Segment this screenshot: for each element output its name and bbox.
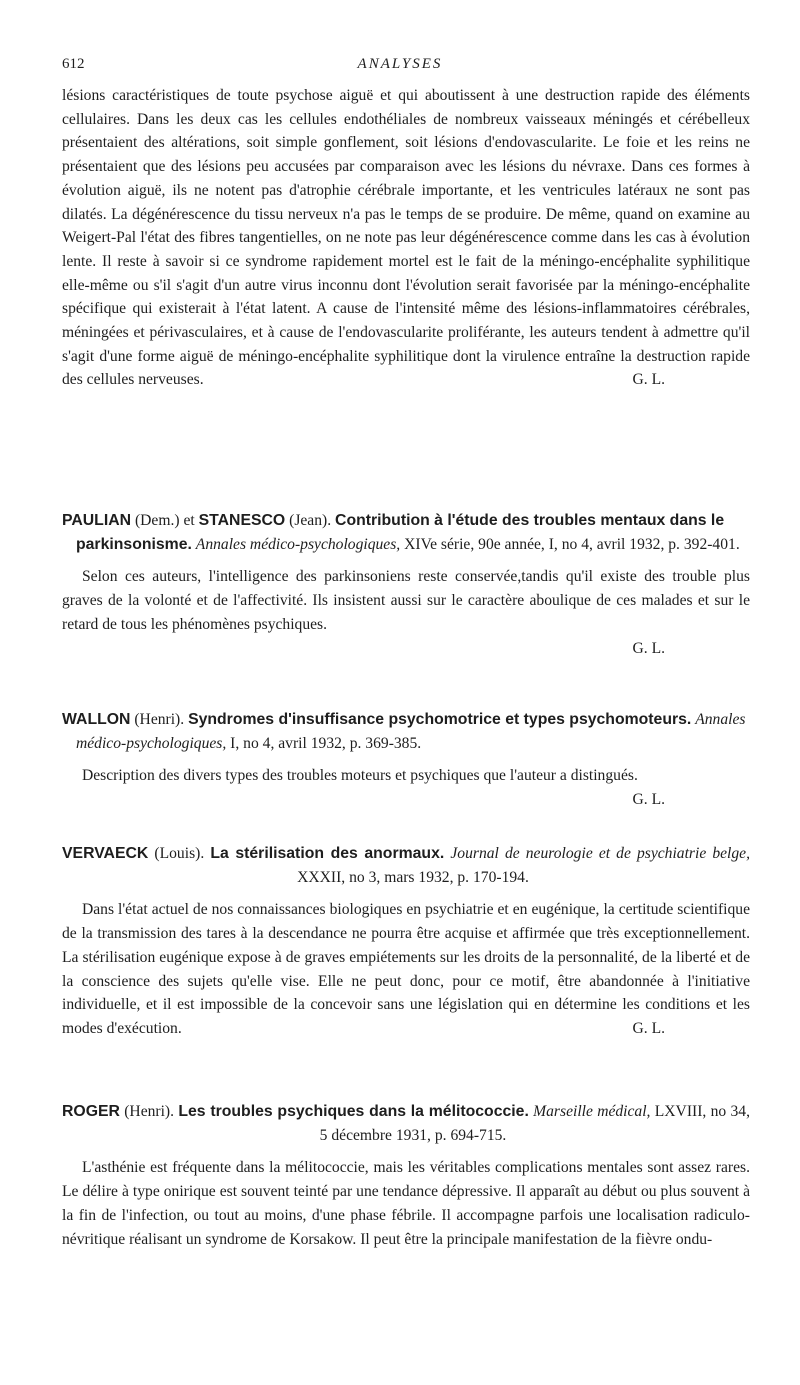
author-details: (Henri). <box>134 711 185 728</box>
continued-review <box>62 84 750 392</box>
entry-heading <box>62 509 750 556</box>
citation: LXVIII, no 34, 5 décembre 1931, p. 694-715. <box>319 1103 750 1144</box>
review-entry-wallon <box>62 708 750 812</box>
review-entry-paulian <box>62 509 750 660</box>
journal-name: Annales médico-psychologiques, <box>76 711 746 752</box>
author-details: (Henri). <box>124 1103 175 1120</box>
journal-name: Annales médico-psychologiques, <box>195 535 401 553</box>
abstract-text: Dans l'état actuel de nos connaissances biologiques en psychiatrie et en eugénique, la certitude scientifique de la transmission des tares à la descendance ne pourra être acquise et affirmée que très exceptionnellement. La stérilisation eugénique expose à de graves empiétements sur les droits de la personnalité, de la liberté et de la conscience des sujets qu'elle vise. Elle ne peut donc, pour ce motif, être abandonnée à l'initiative individuelle, et il est impossible de la concevoir sans une législation qui en détermine les conditions et les modes d'exécution. G. L. <box>62 898 750 1040</box>
paper-title: Contribution à l'étude des troubles mentaux dans le parkinsonisme. <box>76 512 725 553</box>
section-title: ANALYSES <box>357 56 443 72</box>
author-name: STANESCO <box>198 512 286 529</box>
citation: I, no 4, avril 1932, p. 369-385. <box>230 734 422 752</box>
review-entry-roger <box>62 1100 750 1251</box>
journal-name: Journal de neurologie et de psychiatrie belge, <box>450 845 751 862</box>
journal-name: Marseille médical, <box>533 1103 651 1120</box>
running-head <box>62 56 738 78</box>
signature: G. L. <box>632 371 665 389</box>
entry-heading <box>62 708 750 755</box>
continued-review-text: lésions caractéristiques de toute psychose aiguë et qui aboutissent à une destruction rapide des éléments cellulaires. Dans les deux cas les cellules endothéliales de nombreux vaisseaux méningés et cérébelleux présentaient des altérations, soit simple gonflement, soit lésions d'endovascularite. Le foie et les reins ne présentaient que des lésions peu accusées par comparaison avec les lésions du névraxe. Dans ces formes à évolution aiguë, ils ne notent pas d'atrophie cérébrale importante, et les ventricules latéraux ne sont pas dilatés. La dégénérescence du tissu nerveux n'a pas le temps de se produire. De même, quand on examine au Weigert-Pal l'état des fibres tangentielles, on ne note pas leur dégénérescence comme dans les cas à évolution lente. Il reste à savoir si ce syndrome rapidement mortel est le fait de la méningo-encéphalite syphilitique elle-même ou s'il s'agit d'un autre virus inconnu dont l'évolution serait favorisée par la méningo-encéphalite spécifique qui existerait à l'état latent. A cause de l'intensité même des lésions-inflammatoires cérébrales, méningées et périvasculaires, et à cause de l'endovascularite proliférante, les auteurs tendent à admettre qu'il s'agit d'une forme aiguë de méningo-encéphalite syphilitique dont la virulence entraîne la destruction rapide des cellules nerveuses. G. L. <box>62 84 750 392</box>
page-number: 612 <box>62 56 85 72</box>
abstract-text: Selon ces auteurs, l'intelligence des parkinsoniens reste conservée,tandis qu'il existe des trouble plus graves de la volonté et de l'affectivité. Ils insistent aussi sur le caractère aboulique de ces malades et sur le retard de tous les phénomènes psychiques. <box>62 568 750 633</box>
author-name: PAULIAN <box>62 512 132 529</box>
citation: XXXII, no 3, mars 1932, p. 170-194. <box>297 868 529 886</box>
paper-title: La stérilisation des anormaux. <box>210 845 445 862</box>
abstract-text: Description des divers types des troubles moteurs et psychiques que l'auteur a distingués. G. L. <box>62 764 750 788</box>
abstract-text: L'asthénie est fréquente dans la mélitococcie, mais les véritables complications mentales sont assez rares. Le délire à type onirique est souvent teinté par une tendance dépressive. Il apparaît au début ou plus souvent à la fin de l'infection, ou tout au moins, d'une phase fébrile. Il accompagne parfois une localisation radiculo-névritique réalisant un syndrome de Korsakow. Il peut être la principale manifestation de la fièvre ondu- <box>62 1159 750 1248</box>
signature: G. L. <box>632 791 665 809</box>
entry-heading <box>62 842 750 889</box>
author-name: WALLON <box>62 711 131 728</box>
paper-title: Les troubles psychiques dans la mélitococcie. <box>178 1103 529 1120</box>
author-details: (Louis). <box>154 845 205 862</box>
author-details: (Jean). <box>289 512 332 529</box>
review-entry-vervaeck <box>62 842 750 1041</box>
signature: G. L. <box>632 639 665 657</box>
paper-title: Syndromes d'insuffisance psychomotrice et types psychomoteurs. <box>188 711 692 728</box>
author-name: ROGER <box>62 1103 120 1120</box>
author-name: VERVAECK <box>62 845 149 862</box>
author-details: (Dem.) et <box>134 512 195 529</box>
signature: G. L. <box>632 1019 665 1037</box>
citation: XIVe série, 90e année, I, no 4, avril 1932, p. 392-401. <box>404 535 740 553</box>
entry-heading <box>62 1100 750 1147</box>
